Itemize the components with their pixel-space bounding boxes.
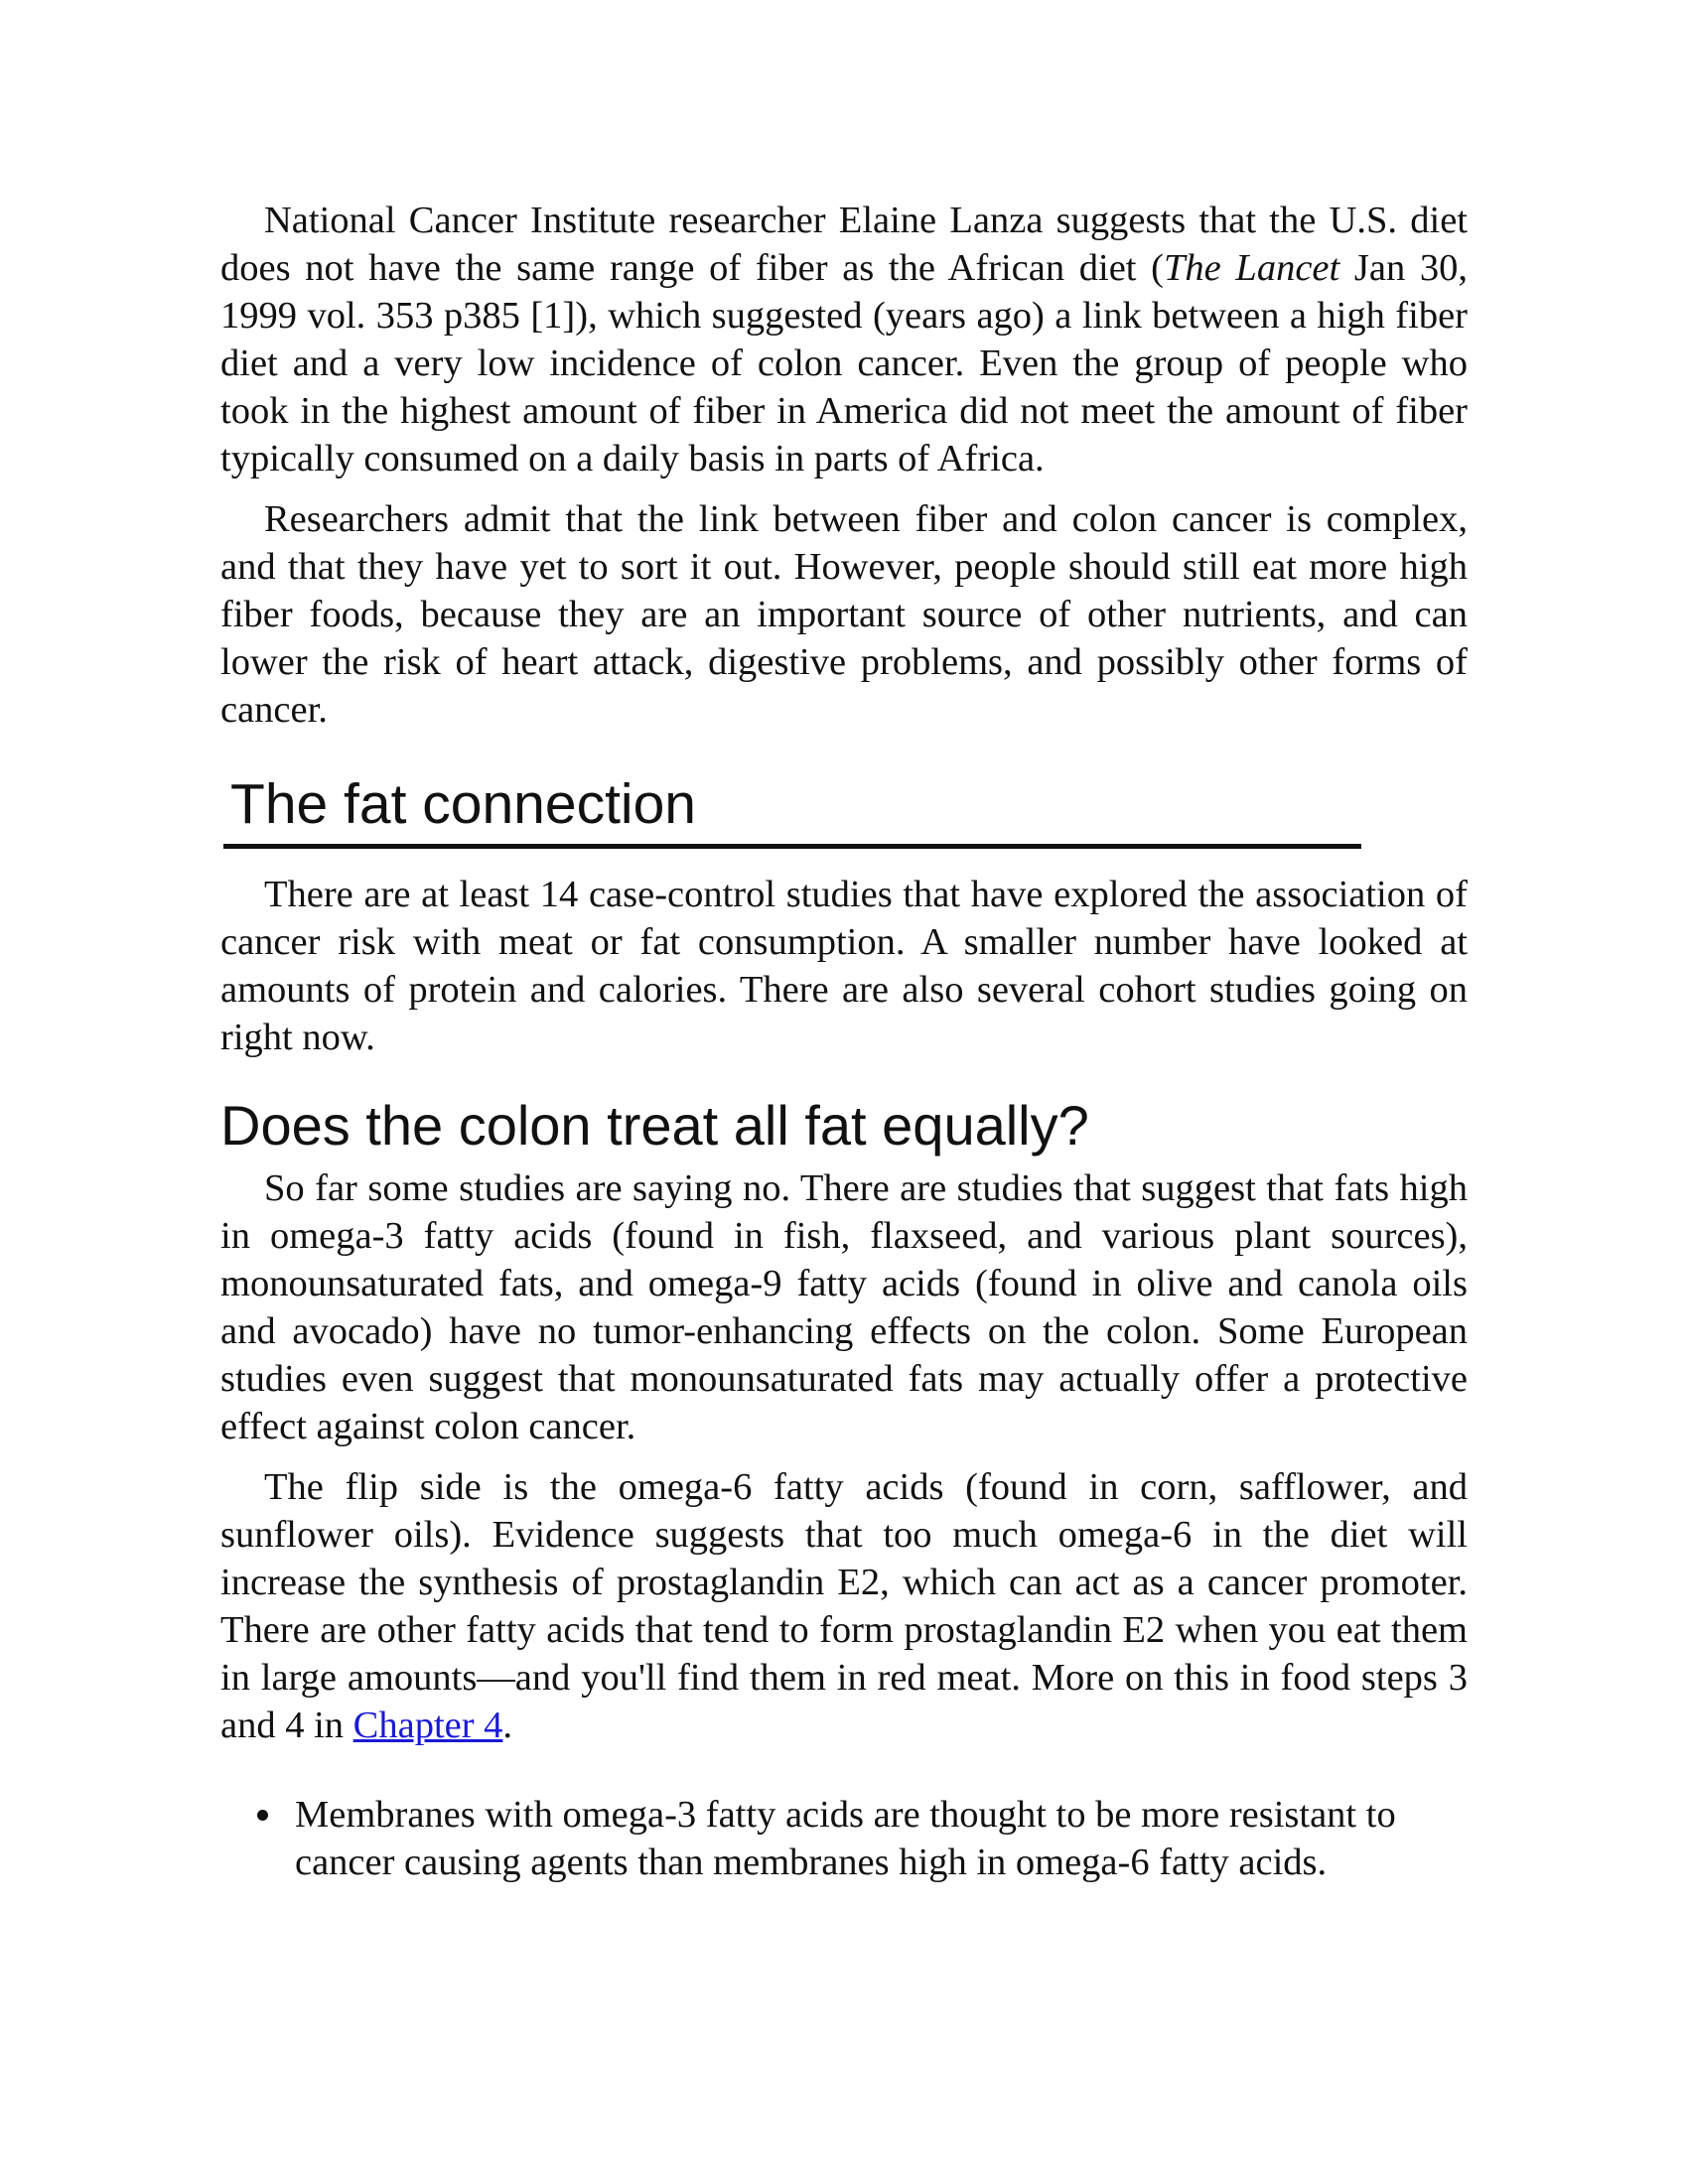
section-heading-colon-fat: Does the colon treat all fat equally?	[220, 1094, 1089, 1157]
bullet-text: Membranes with omega-3 fatty acids are thought to be more resistant to cancer causing agents than membranes high in omega-6 fatty acids.	[295, 1794, 1396, 1883]
list-item	[220, 1791, 1468, 1886]
intro-paragraph-1-text-a: National Cancer Institute researcher Elaine Lanza suggests that the U.S. diet does not have the same range of fiber as the African diet (	[220, 200, 1468, 289]
spacer	[220, 1061, 1468, 1091]
intro-paragraph-1	[220, 197, 1468, 482]
colon-paragraph-2-text: The flip side is the omega-6 fatty acids (found in corn, safflower, and sunflower oils). Evidence suggests that too much omega-6 in the diet will increase the synthesis of prostaglandin E2, which can act as a cancer promoter. There are other fatty acids that tend to form prostaglandin E2 when you eat them in large amounts—and you'll find them in red meat. More on this in food steps 3 and 4 in	[220, 1466, 1468, 1746]
spacer	[220, 849, 1468, 871]
colon-paragraph-2	[220, 1463, 1468, 1749]
spacer	[220, 734, 1468, 769]
section-heading-fat-connection: The fat connection	[230, 772, 696, 836]
spacer	[220, 1749, 1468, 1791]
spacer	[220, 1450, 1468, 1463]
chapter-4-link[interactable]: Chapter 4	[352, 1705, 503, 1746]
document-page	[220, 197, 1468, 1886]
intro-paragraph-2: Researchers admit that the link between fiber and colon cancer is complex, and that they have yet to sort it out. However, people should still eat more high fiber foods, because they are an important source of other nutrients, and can lower the risk of heart attack, digestive problems, and possibly other forms of cancer.	[220, 498, 1468, 731]
colon-paragraph-2-end: .	[502, 1705, 513, 1746]
colon-paragraph-1: So far some studies are saying no. There are studies that suggest that fats high in omega-3 fatty acids (found in fish, flaxseed, and various plant sources), monounsaturated fats, and omega-9 fatty acids (found in olive and canola oils and avocado) have no tumor-enhancing effects on the colon. Some European studies even suggest that monounsaturated fats may actually offer a protective effect against colon cancer.	[220, 1167, 1468, 1447]
spacer	[220, 482, 1468, 495]
omega-bullet-list	[220, 1791, 1468, 1886]
bullet-icon	[257, 1810, 268, 1821]
journal-title: The Lancet	[1163, 247, 1340, 289]
fat-connection-paragraph: There are at least 14 case-control studies that have explored the association of cancer risk with meat or fat consumption. A smaller number have looked at amounts of protein and calories. There are also several cohort studies going on right now.	[220, 874, 1468, 1058]
intro-paragraph-1-text-b: Jan 30, 1999 vol. 353 p385 [1]), which suggested (years ago) a link between a high fiber diet and a very low incidence of colon cancer. Even the group of people who took in the highest amount of fiber in America did not meet the amount of fiber typically consumed on a daily basis in parts of Africa.	[220, 247, 1468, 479]
